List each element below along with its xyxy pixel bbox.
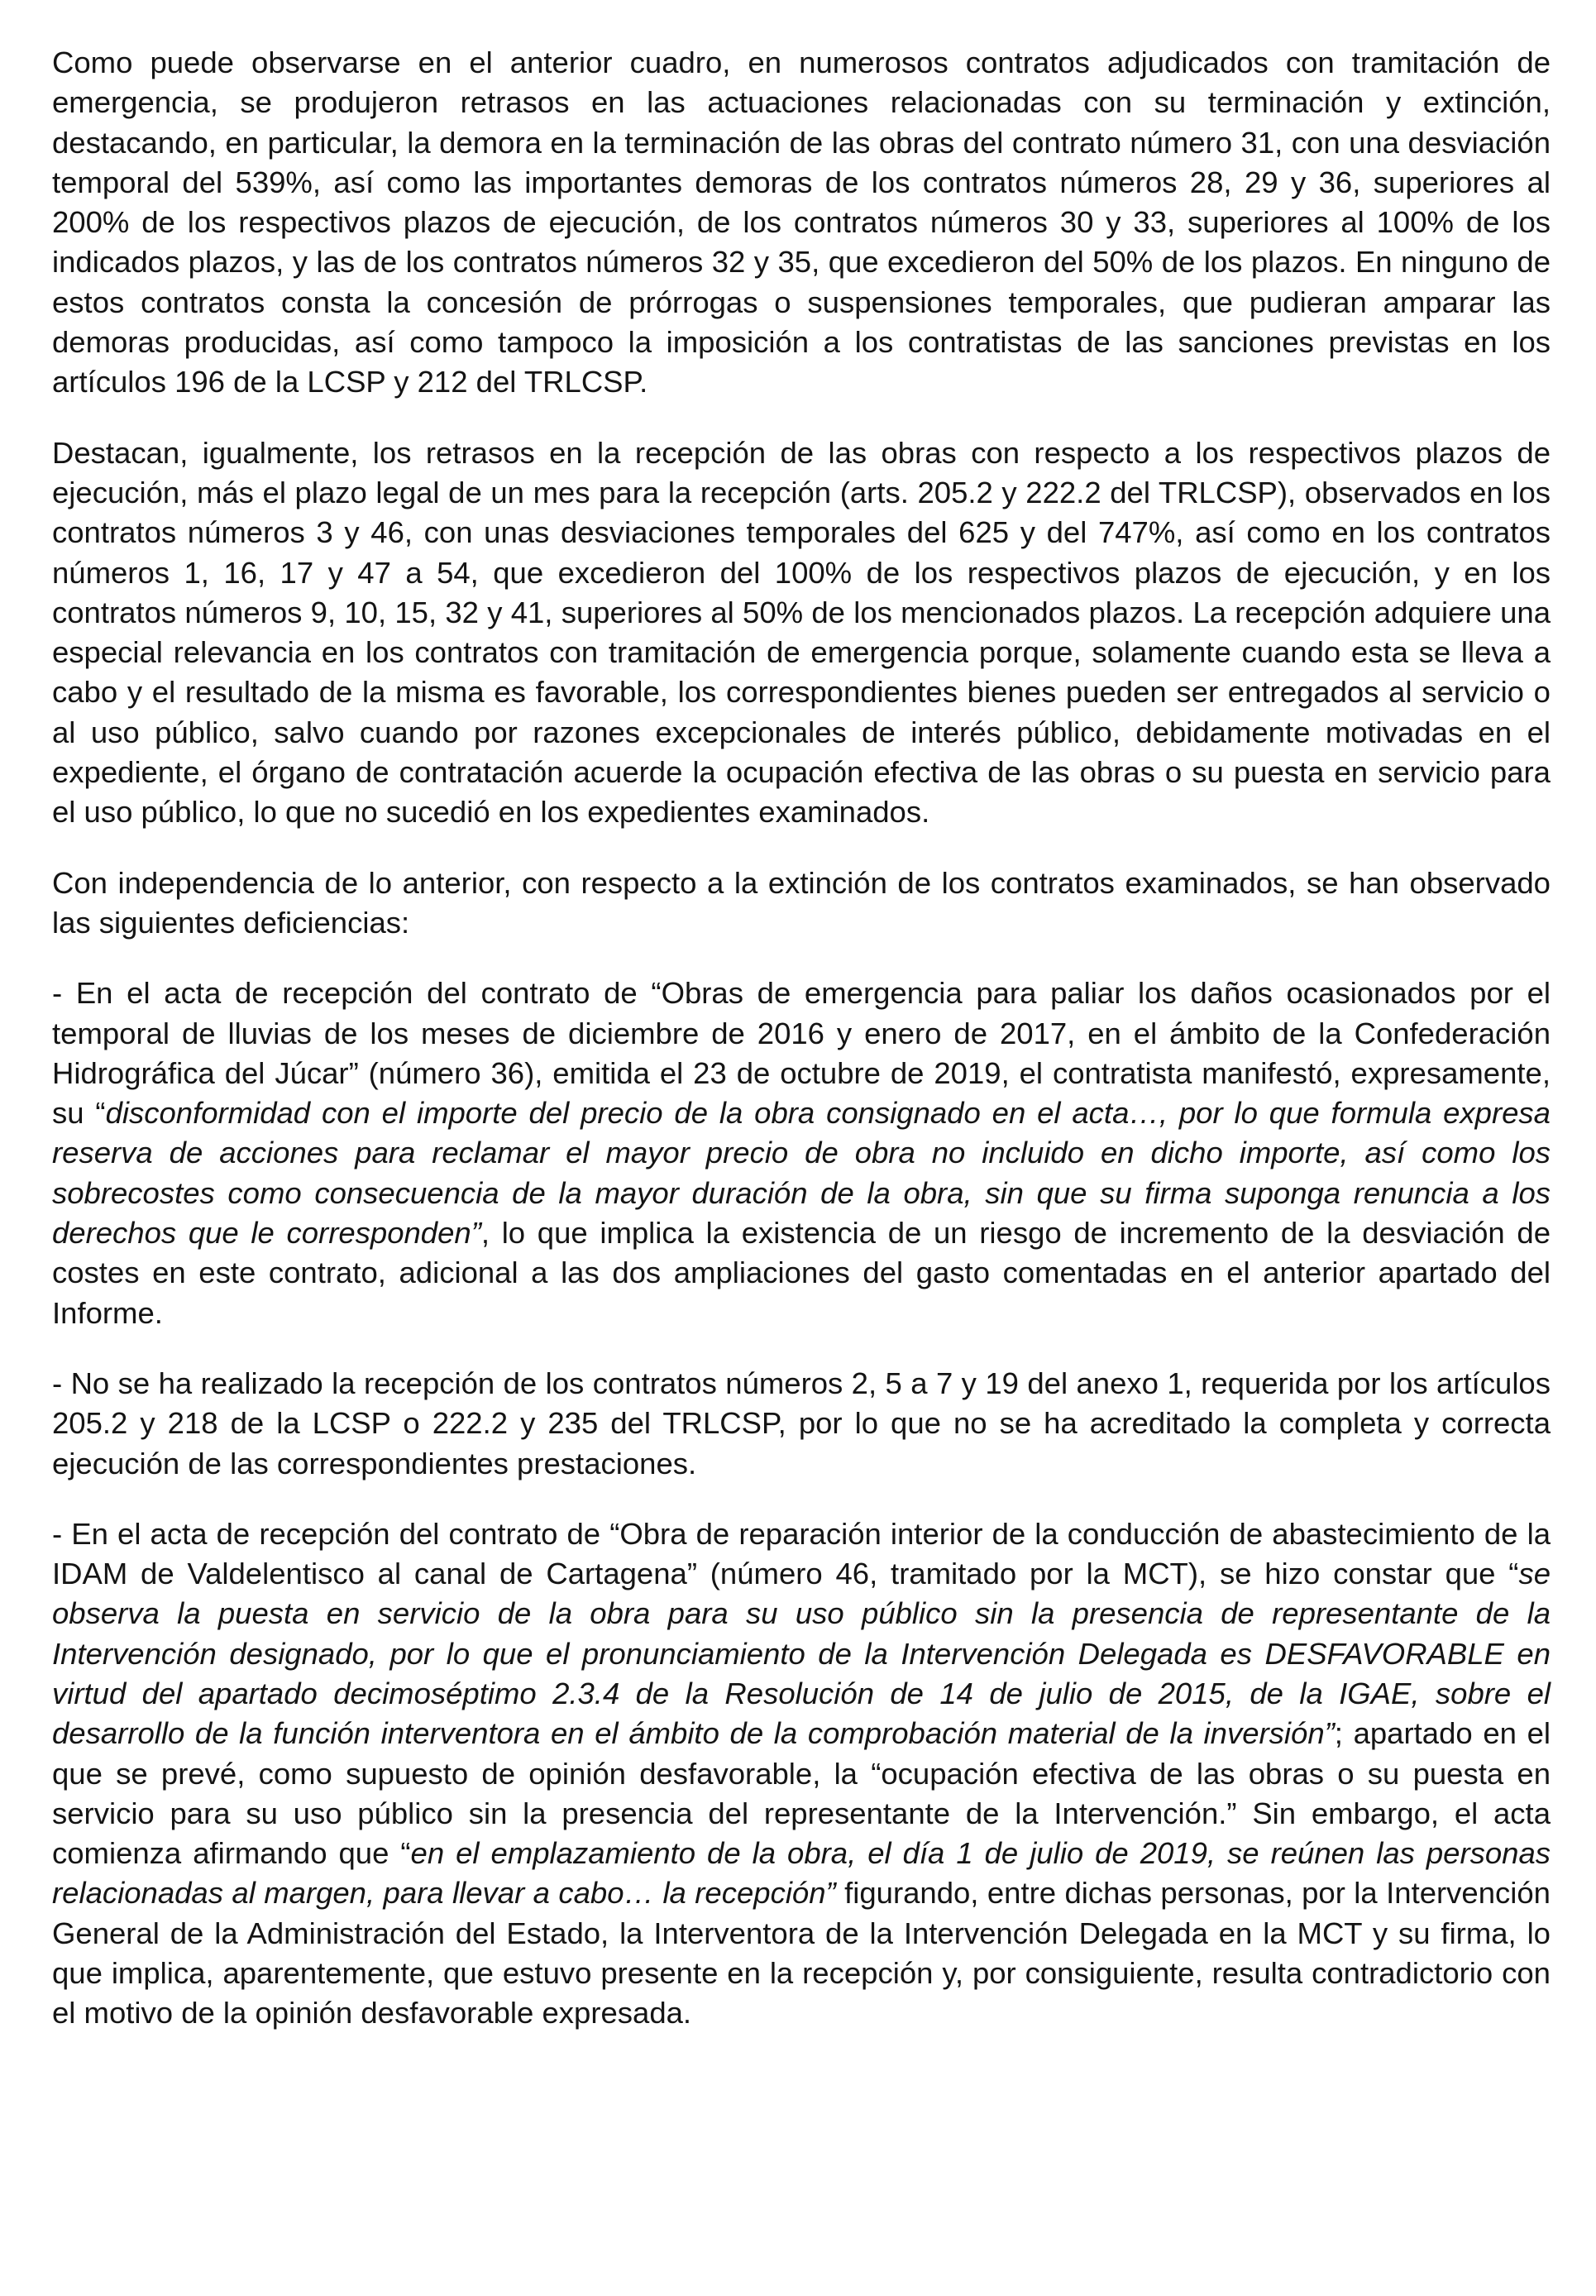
- paragraph-delays-reception: [52, 433, 1551, 833]
- paragraph-text: Con independencia de lo anterior, con respecto a la extinción de los contratos examinados, se han observado las siguientes deficiencias:: [52, 865, 1551, 940]
- quoted-italic-text: disconformidad con el importe del precio de la obra consignado en el acta…, por lo que formula expresa reserva de acciones para reclamar el mayor precio de obra no incluido en dicho importe, así como los sobrecostes como consecuencia de la mayor duración de la obra, sin que su firma suponga renuncia a los derechos que le corresponden”: [52, 1096, 1551, 1251]
- quoted-italic-text: se observa la puesta en servicio de la obra para su uso público sin la presencia de representante de la Intervención designado, por lo que el pronunciamiento de la Intervención Delegada es DESFAVORABLE en virtud del apartado decimoséptimo 2.3.4 de la Resolución de 14 de julio de 2015, de la IGAE, sobre el desarrollo de la función interventora en el ámbito de la comprobación material de la inversión”: [52, 1557, 1551, 1751]
- paragraph-text: ; apartado en el que se prevé, como supuesto de opinión desfavorable, la “ocupación efectiva de las obras o su puesta en servicio para su uso público sin la presencia del representante de la Intervención.” Sin embargo, el acta comienza afirmando que “: [52, 1716, 1551, 1871]
- paragraph-text: - No se ha realizado la recepción de los contratos números 2, 5 a 7 y 19 del anexo 1, requerida por los artículos 205.2 y 218 de la LCSP o 222.2 y 235 del TRLCSP, por lo que no se ha acreditado la completa y correcta ejecución de las correspondientes prestaciones.: [52, 1366, 1551, 1480]
- paragraph-text: Como puede observarse en el anterior cuadro, en numerosos contratos adjudicados con tramitación de emergencia, se produjeron retrasos en las actuaciones relacionadas con su terminación y extinción, destacando, en particular, la demora en la terminación de las obras del contrato número 31, con una desviación temporal del 539%, así como las importantes demoras de los contratos números 28, 29 y 36, superiores al 200% de los respectivos plazos de ejecución, de los contratos números 30 y 33, superiores al 100% de los indicados plazos, y las de los contratos números 32 y 35, que excedieron del 50% de los plazos. En ninguno de estos contratos consta la concesión de prórrogas o suspensiones temporales, que pudieran amparar las demoras producidas, así como tampoco la imposición a los contratistas de las sanciones previstas en los artículos 196 de la LCSP y 212 del TRLCSP.: [52, 45, 1551, 399]
- document-body: [52, 43, 1551, 2034]
- paragraph-text: , lo que implica la existencia de un riesgo de incremento de la desviación de costes en este contrato, adicional a las dos ampliaciones del gasto comentadas en el anterior apartado del Informe.: [52, 1216, 1551, 1330]
- paragraph-text: - En el acta de recepción del contrato de “Obra de reparación interior de la conducción de abastecimiento de la IDAM de Valdelentisco al canal de Cartagena” (número 46, tramitado por la MCT), se hizo constar que “: [52, 1516, 1551, 1591]
- paragraph-contract-46: [52, 1514, 1551, 2034]
- paragraph-no-reception: [52, 1364, 1551, 1484]
- paragraph-text: Destacan, igualmente, los retrasos en la recepción de las obras con respecto a los respectivos plazos de ejecución, más el plazo legal de un mes para la recepción (arts. 205.2 y 222.2 del TRLCSP), observados en los contratos números 3 y 46, con unas desviaciones temporales del 625 y del 747%, así como en los contratos números 1, 16, 17 y 47 a 54, que excedieron del 100% de los respectivos plazos de ejecución, y en los contratos números 9, 10, 15, 32 y 41, superiores al 50% de los mencionados plazos. La recepción adquiere una especial relevancia en los contratos con tramitación de emergencia porque, solamente cuando esta se lleva a cabo y el resultado de la misma es favorable, los correspondientes bienes pueden ser entregados al servicio o al uso público, salvo cuando por razones excepcionales de interés público, debidamente motivadas en el expediente, el órgano de contratación acuerde la ocupación efectiva de las obras o su puesta en servicio para el uso público, lo que no sucedió en los expedientes examinados.: [52, 435, 1551, 830]
- paragraph-text: - En el acta de recepción del contrato de “Obras de emergencia para paliar los daños ocasionados por el temporal de lluvias de los meses de diciembre de 2016 y enero de 2017, en el ámbito de la Confederación Hidrográfica del Júcar” (número 36), emitida el 23 de octubre de 2019, el contratista manifestó, expresamente, su “: [52, 976, 1551, 1131]
- paragraph-deficiencies-intro: [52, 863, 1551, 944]
- paragraph-contract-36: [52, 973, 1551, 1333]
- paragraph-delays-termination: [52, 43, 1551, 403]
- paragraph-text: figurando, entre dichas personas, por la Intervención General de la Administración del Estado, la Interventora de la Intervención Delegada en la MCT y su firma, lo que implica, aparentemente, que estuvo presente en la recepción y, por consiguiente, resulta contradictorio con el motivo de la opinión desfavorable expresada.: [52, 1876, 1551, 2031]
- quoted-italic-text: en el emplazamiento de la obra, el día 1 de julio de 2019, se reúnen las personas relacionadas al margen, para llevar a cabo… la recepción”: [52, 1836, 1551, 1911]
